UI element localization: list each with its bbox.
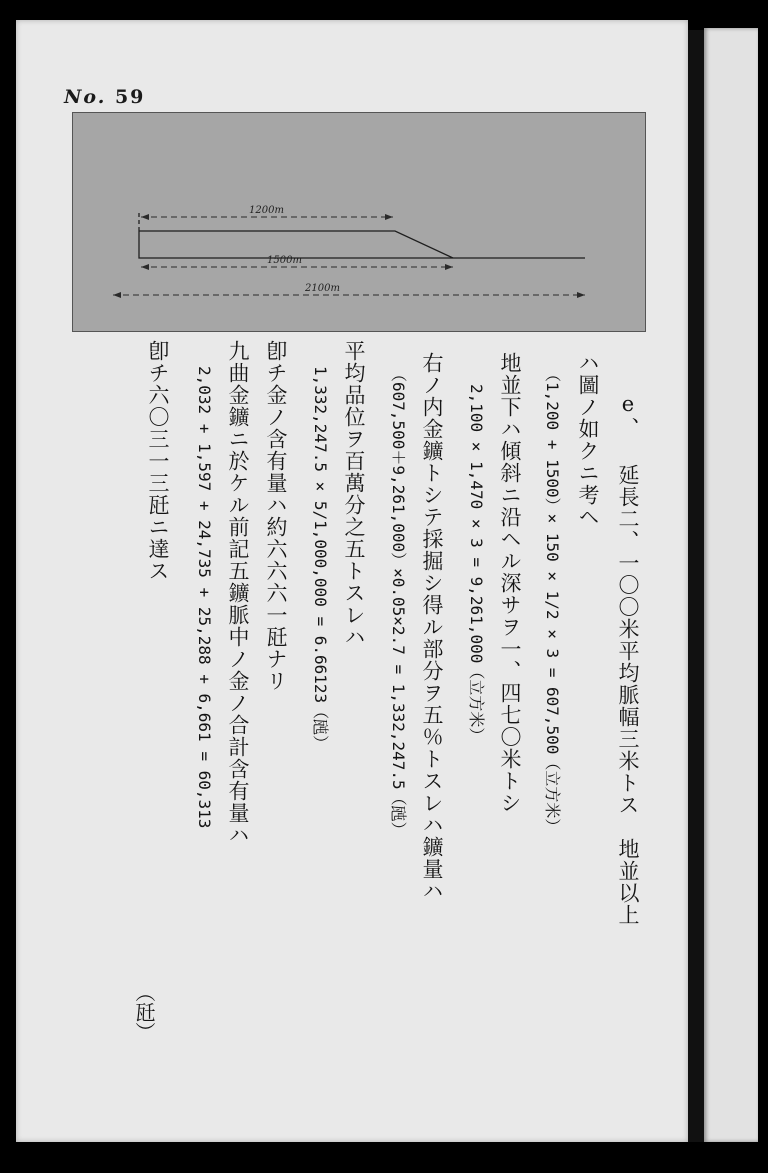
text-column-10: 卽チ金ノ含有量ハ約六六六一瓩ナリ <box>264 340 288 692</box>
adjacent-page <box>704 28 758 1142</box>
formula-column-9: 1,332,247.5 × 5/1,000,000 = 6.66123（瓲） <box>311 366 330 752</box>
text-column-11: 九曲金鑛ニ於ケル前記五鑛脈中ノ金ノ合計含有量ハ <box>226 340 250 846</box>
dim-label-1500: 1500m <box>267 255 302 266</box>
formula-column-5: 2,100 × 1,470 × 3 = 9,261,000（立方米） <box>467 384 486 744</box>
text-column-4: 地並下ハ傾斜ニ沿ヘル深サヲ一、四七〇米トシ <box>498 352 522 814</box>
dim-label-2100: 2100m <box>305 283 340 294</box>
page-number <box>64 86 145 108</box>
text-column-2: ハ圖ノ如クニ考ヘ <box>576 352 600 528</box>
cross-section-diagram <box>73 113 645 331</box>
dim-label-1200: 1200m <box>249 205 284 216</box>
text-column-6: 右ノ内金鑛トシテ採掘シ得ル部分ヲ五％トスレハ鑛量ハ <box>420 352 444 902</box>
formula-column-7: （607,500＋9,261,000）×0.05×2.7 = 1,332,247.5（瓲） <box>389 366 408 838</box>
text-column-1: e、 延長二、一〇〇米平均脈幅三米トス 地並以上 <box>616 392 640 926</box>
result-unit: （瓩） <box>132 982 156 1042</box>
text-column-13: 卽チ六〇三一三瓩ニ達ス <box>146 340 170 582</box>
page-number-label: No. <box>64 86 107 108</box>
vein-cross-section-figure <box>72 112 646 332</box>
page-number-value: 59 <box>114 86 146 108</box>
text-column-8: 平均品位ヲ百萬分之五トスレハ <box>342 340 366 648</box>
formula-column-12: 2,032 + 1,597 + 24,735 + 25,288 + 6,661 = 60,313 <box>195 366 214 829</box>
book-spine <box>688 30 704 1142</box>
formula-column-3: （1,200 + 1500）× 150 × 1/2 × 3 = 607,500（立方米） <box>543 366 562 835</box>
